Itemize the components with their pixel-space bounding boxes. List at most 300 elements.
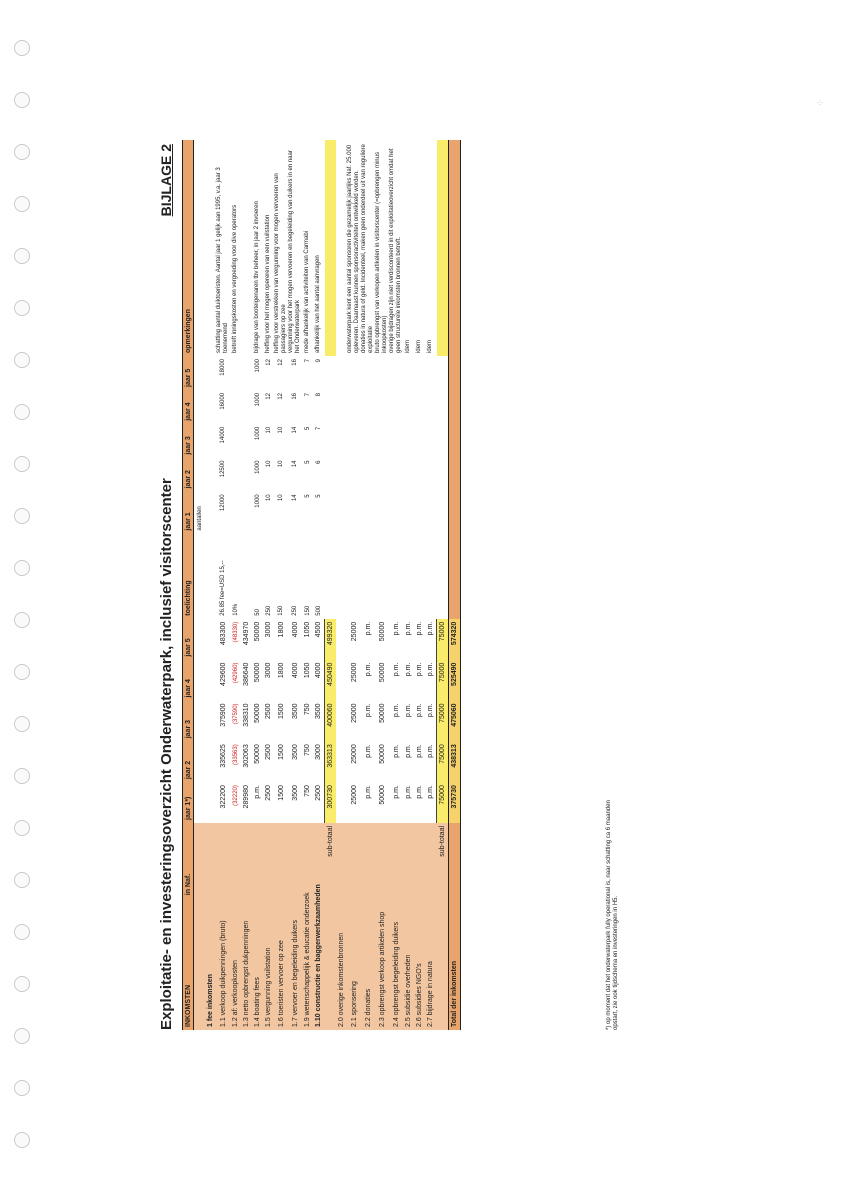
toelichting-cell: 26.85 fee=USD 15,-- bbox=[220, 560, 226, 616]
aantal-cell: 8 bbox=[315, 392, 322, 397]
toelichting-cell: 500 bbox=[315, 605, 322, 616]
row-label: 2.4 opbrengst begeleiding duikers bbox=[389, 823, 403, 1030]
aantal-cell: 14 bbox=[292, 426, 298, 434]
aantal-cell bbox=[449, 424, 461, 458]
year-value: 475060 bbox=[449, 700, 461, 741]
aantal-cell bbox=[389, 491, 403, 533]
year-value: 335625 bbox=[219, 744, 227, 768]
aantal-cell bbox=[230, 458, 241, 492]
page-title: Exploitatie- en investeringsoverzicht Onderwaterpark, inclusief visitorscenter bbox=[158, 478, 175, 1030]
row-label: sub-totaal bbox=[325, 823, 337, 1030]
year-value: 574320 bbox=[449, 619, 461, 660]
aantal-cell bbox=[414, 491, 425, 533]
aantal-cell bbox=[389, 390, 403, 424]
aantal-cell bbox=[437, 356, 449, 390]
year-value: 25000 bbox=[350, 703, 358, 723]
binder-hole bbox=[14, 716, 30, 732]
binder-hole bbox=[14, 456, 30, 472]
col-header: jaar 1 bbox=[183, 491, 194, 533]
aantal-cell: 5 bbox=[304, 494, 311, 498]
binder-holes bbox=[14, 40, 40, 1160]
table-row bbox=[288, 140, 302, 1030]
aantal-cell: 16000 bbox=[220, 392, 226, 410]
year-value: p.m. bbox=[427, 621, 434, 636]
col-header: INKOMSTEN bbox=[183, 898, 194, 1030]
aantal-cell bbox=[375, 491, 389, 533]
year-value: 338310 bbox=[243, 703, 250, 727]
year-value: 50000 bbox=[254, 703, 261, 723]
remark-cell: idem bbox=[427, 339, 434, 353]
aantal-cell: 12000 bbox=[220, 494, 226, 512]
table-row bbox=[313, 140, 325, 1030]
aantal-cell: 5 bbox=[304, 426, 311, 431]
year-value: 25000 bbox=[350, 785, 358, 805]
binder-hole bbox=[14, 352, 30, 368]
year-value: 75000 bbox=[437, 741, 449, 782]
remark-cell bbox=[325, 140, 337, 356]
aantal-cell bbox=[336, 458, 347, 492]
aantal-cell bbox=[241, 491, 252, 533]
remark-cell: idem bbox=[416, 339, 422, 353]
remark-cell: mede afhankelijk van activiteiten van Carmabi bbox=[304, 230, 310, 353]
year-value: 2500 bbox=[265, 744, 272, 760]
row-label: 1.6 toeristen vervoer op zee bbox=[274, 823, 288, 1030]
remark-cell: betreft inningskosten en vergoeding voor dive operators bbox=[232, 204, 238, 353]
year-value: 434970 bbox=[243, 621, 250, 646]
aantal-cell bbox=[205, 458, 216, 492]
row-label: 2.3 opbrengst verkoop artikelen shop bbox=[375, 823, 389, 1030]
binder-hole bbox=[14, 768, 30, 784]
year-value: 50000 bbox=[378, 744, 386, 764]
remark-cell bbox=[241, 140, 252, 356]
aantal-cell: 14 bbox=[292, 460, 298, 468]
table-header-row bbox=[183, 140, 194, 1030]
aantal-cell bbox=[361, 458, 375, 492]
row-label: 2.6 subsidies NGO's bbox=[414, 823, 425, 1030]
aantal-cell bbox=[205, 424, 216, 458]
toelichting-cell bbox=[437, 534, 449, 619]
table-body bbox=[205, 140, 461, 1030]
toelichting-cell bbox=[403, 534, 414, 619]
year-value: p.m. bbox=[405, 621, 412, 636]
aantal-cell bbox=[437, 458, 449, 492]
remark-cell: donaties in natura of geld. Incidenteel, maken geen onderdeel uit van reguliere exploitatie bbox=[361, 144, 374, 353]
year-value bbox=[205, 782, 216, 823]
aantal-cell bbox=[389, 458, 403, 492]
footnote bbox=[606, 800, 620, 1030]
aantal-cell bbox=[449, 390, 461, 424]
year-value: 75000 bbox=[437, 700, 449, 741]
col-header: opmerkingen bbox=[183, 140, 194, 356]
year-value: 400060 bbox=[325, 700, 337, 741]
row-label: 1.5 vergunning vuilstation bbox=[263, 823, 274, 1030]
year-value: 1500 bbox=[277, 785, 285, 801]
year-value: 525490 bbox=[449, 660, 461, 701]
aantal-cell bbox=[205, 491, 216, 533]
col-header: jaar 2 bbox=[183, 458, 194, 492]
year-value: p.m. bbox=[416, 785, 423, 799]
row-label: 2.0 overige inkomstenbronnen bbox=[336, 823, 347, 1030]
table-row bbox=[263, 140, 274, 1030]
year-value: p.m. bbox=[364, 744, 372, 758]
aantal-cell bbox=[230, 356, 241, 390]
year-value: 386640 bbox=[243, 662, 250, 686]
aantal-cell bbox=[230, 390, 241, 424]
aantal-cell bbox=[325, 390, 337, 424]
aantal-cell: 9 bbox=[315, 359, 322, 363]
aantal-cell: 7 bbox=[304, 392, 311, 397]
year-value: 50000 bbox=[254, 621, 261, 642]
aantal-cell: 18000 bbox=[220, 359, 226, 376]
year-value bbox=[205, 619, 216, 660]
aantal-cell: 7 bbox=[304, 359, 311, 363]
aantal-cell bbox=[425, 491, 437, 533]
toelichting-cell: 50 bbox=[254, 609, 261, 616]
col-header: jaar 3 bbox=[183, 424, 194, 458]
aantal-cell bbox=[241, 390, 252, 424]
aantal-cell bbox=[389, 356, 403, 390]
aantal-cell bbox=[361, 356, 375, 390]
year-value bbox=[205, 741, 216, 782]
year-value: 75000 bbox=[437, 782, 449, 823]
toelichting-cell: 250 bbox=[292, 605, 298, 616]
year-value: 3000 bbox=[315, 744, 322, 760]
aantal-cell bbox=[425, 390, 437, 424]
row-label: 1.3 netto opbrengst dukpenningen bbox=[241, 823, 252, 1030]
aantal-cell bbox=[361, 390, 375, 424]
binder-hole bbox=[14, 248, 30, 264]
year-value: 50000 bbox=[378, 785, 386, 805]
aantal-cell bbox=[347, 356, 361, 390]
row-label: 1.4 boating fees bbox=[252, 823, 263, 1030]
row-label: 2.5 subsidie overheden bbox=[403, 823, 414, 1030]
year-value: p.m. bbox=[416, 662, 423, 677]
year-value: 2500 bbox=[265, 785, 272, 801]
year-value: 1800 bbox=[277, 662, 285, 679]
year-value: p.m. bbox=[364, 621, 372, 636]
aantal-cell bbox=[437, 491, 449, 533]
toelichting-cell bbox=[241, 534, 252, 619]
year-value: p.m. bbox=[392, 662, 400, 677]
year-value: p.m. bbox=[427, 744, 434, 758]
binder-hole bbox=[14, 820, 30, 836]
col-header: in Naf. bbox=[183, 823, 194, 898]
remark-cell: heffing voor verstrekken van vergunning voor mogen vervoeren van passagiers op zee bbox=[274, 173, 287, 353]
col-header: jaar 1*) bbox=[183, 782, 194, 823]
aantal-cell bbox=[325, 356, 337, 390]
aantal-cell bbox=[336, 356, 347, 390]
year-value: 375900 bbox=[219, 703, 227, 727]
row-label: 1.1 verkoop duikpenningen (bruto) bbox=[216, 823, 230, 1030]
row-label: Total der inkomsten bbox=[449, 823, 461, 1030]
year-value: 302063 bbox=[243, 744, 250, 768]
table-row bbox=[361, 140, 375, 1030]
aantal-cell bbox=[241, 356, 252, 390]
year-value: p.m. bbox=[416, 703, 423, 718]
aantal-cell bbox=[241, 424, 252, 458]
year-value: p.m. bbox=[405, 662, 412, 677]
binder-hole bbox=[14, 1080, 30, 1096]
year-value: 3500 bbox=[315, 703, 322, 720]
table-row bbox=[216, 140, 230, 1030]
aantal-cell bbox=[336, 424, 347, 458]
year-value: 3500 bbox=[291, 785, 299, 801]
binder-hole bbox=[14, 924, 30, 940]
year-value: (33563) bbox=[232, 744, 239, 765]
year-value: 50000 bbox=[378, 662, 386, 683]
remark-cell: vergunning voor het mogen vervoeren en begeleiding van duikers in en naar het Onderwaterpark bbox=[288, 150, 301, 353]
aantal-cell: 6 bbox=[315, 460, 322, 464]
aantal-cell: 12 bbox=[265, 359, 272, 366]
binder-hole bbox=[14, 508, 30, 524]
year-value: 4000 bbox=[291, 662, 299, 679]
year-value: 363313 bbox=[325, 741, 337, 782]
row-label: 1.10 constructie en baggerwerkzaamheden bbox=[313, 823, 325, 1030]
aantal-cell: 10 bbox=[265, 426, 272, 434]
col-header: jaar 4 bbox=[183, 660, 194, 701]
aantal-cell: 12 bbox=[278, 359, 284, 366]
year-value: 3500 bbox=[291, 703, 299, 720]
col-header: jaar 3 bbox=[183, 700, 194, 741]
footnote-marker: *) bbox=[606, 1025, 612, 1030]
table-row bbox=[336, 140, 347, 1030]
aantal-cell bbox=[375, 356, 389, 390]
year-value: 300730 bbox=[325, 782, 337, 823]
row-label: 1.9 wetenschappelijk & educatie onderzoek bbox=[302, 823, 313, 1030]
row-label: 2.1 sponsering bbox=[347, 823, 361, 1030]
remark-cell: bruto opbrengst van verkopen artikelen in visitorscenter (=opbrengen minus inkoopkosten) bbox=[375, 152, 388, 353]
aantal-cell: 10 bbox=[265, 460, 272, 468]
table-row bbox=[302, 140, 313, 1030]
year-value: p.m. bbox=[364, 785, 372, 799]
aantal-cell bbox=[437, 390, 449, 424]
year-value bbox=[336, 619, 347, 660]
aantal-cell bbox=[375, 458, 389, 492]
year-value: 438313 bbox=[449, 741, 461, 782]
aantal-cell bbox=[403, 458, 414, 492]
aantal-cell bbox=[437, 424, 449, 458]
row-label: 1.2 af: verkoopkosten bbox=[230, 823, 241, 1030]
binder-hole bbox=[14, 144, 30, 160]
binder-hole bbox=[14, 872, 30, 888]
aantal-cell: 5 bbox=[315, 494, 322, 498]
aantal-cell bbox=[375, 424, 389, 458]
year-value: 2500 bbox=[315, 785, 322, 801]
aantal-cell bbox=[403, 491, 414, 533]
aantal-cell: 16 bbox=[292, 359, 298, 366]
remark-cell bbox=[205, 140, 216, 356]
aantal-cell bbox=[449, 491, 461, 533]
aantal-cell bbox=[449, 458, 461, 492]
aantal-cell: 7 bbox=[315, 426, 322, 431]
year-value: 750 bbox=[304, 703, 311, 716]
table-row bbox=[389, 140, 403, 1030]
remark-cell: schatting aantal duiktoeristen. Aantal jaar 1 gelijk aan 1995, v.a. jaar 3 toenemend bbox=[216, 167, 229, 353]
aantal-cell bbox=[347, 424, 361, 458]
year-value: 75000 bbox=[437, 660, 449, 701]
year-value: p.m. bbox=[427, 785, 434, 799]
aantal-cell: 10 bbox=[278, 460, 284, 468]
aantal-cell: 5 bbox=[304, 460, 311, 464]
aantal-cell bbox=[230, 424, 241, 458]
row-label: 1.7 vervoer en begeleiding duikers bbox=[288, 823, 302, 1030]
toelichting-cell bbox=[205, 534, 216, 619]
table-row bbox=[403, 140, 414, 1030]
table-row bbox=[347, 140, 361, 1030]
year-value: 1050 bbox=[304, 621, 311, 638]
table-row bbox=[414, 140, 425, 1030]
year-value: 750 bbox=[304, 744, 311, 756]
remark-cell: bijdrage van booteigenaren tbv beheer, in jaar 2 invoeren bbox=[254, 201, 260, 353]
year-value: (48330) bbox=[232, 621, 239, 643]
col-header: toelichting bbox=[183, 534, 194, 619]
year-value: 450490 bbox=[325, 660, 337, 701]
aantal-cell bbox=[414, 424, 425, 458]
year-value: p.m. bbox=[416, 621, 423, 636]
aantal-cell bbox=[230, 491, 241, 533]
year-value: 750 bbox=[304, 785, 311, 797]
year-value: p.m. bbox=[254, 785, 261, 799]
toelichting-cell bbox=[449, 534, 461, 619]
year-value: p.m. bbox=[405, 703, 412, 718]
year-value: 25000 bbox=[350, 744, 358, 764]
year-value: p.m. bbox=[392, 785, 400, 799]
year-value bbox=[336, 782, 347, 823]
aantal-cell: 1000 bbox=[254, 392, 261, 407]
aantal-cell bbox=[389, 424, 403, 458]
aantal-cell: 12500 bbox=[220, 460, 226, 478]
aantal-cell bbox=[241, 458, 252, 492]
year-value: 1050 bbox=[304, 662, 311, 679]
aantal-cell bbox=[205, 356, 216, 390]
aantal-cell: 1000 bbox=[254, 426, 261, 441]
row-label: 2.7 bijdrage in natura bbox=[425, 823, 437, 1030]
year-value: p.m. bbox=[427, 662, 434, 677]
aantal-cell: 10 bbox=[278, 494, 284, 502]
binder-hole bbox=[14, 1028, 30, 1044]
binder-hole bbox=[14, 560, 30, 576]
aantal-cell bbox=[403, 356, 414, 390]
year-value: p.m. bbox=[427, 703, 434, 718]
year-value: 2500 bbox=[265, 703, 272, 720]
toelichting-cell bbox=[336, 534, 347, 619]
year-value bbox=[336, 741, 347, 782]
year-value: 50000 bbox=[378, 621, 386, 642]
aantal-cell bbox=[325, 458, 337, 492]
year-value: p.m. bbox=[364, 703, 372, 718]
total-row bbox=[449, 140, 461, 1030]
aantal-cell: 1000 bbox=[254, 359, 261, 373]
year-value: 499320 bbox=[325, 619, 337, 660]
remark-cell: idem bbox=[405, 339, 411, 353]
rotated-sheet bbox=[158, 140, 619, 1040]
year-value: p.m. bbox=[392, 621, 400, 636]
year-value: (32220) bbox=[232, 785, 239, 806]
toelichting-cell bbox=[325, 534, 337, 619]
year-value: 289980 bbox=[243, 785, 250, 809]
aantal-cell bbox=[414, 458, 425, 492]
aantal-cell: 1000 bbox=[254, 460, 261, 474]
toelichting-cell bbox=[389, 534, 403, 619]
aantal-cell: 12 bbox=[278, 392, 284, 400]
table-row bbox=[230, 140, 241, 1030]
toelichting-cell: 250 bbox=[265, 605, 272, 616]
remark-cell: afhankelijk van het aantal aanvragen bbox=[315, 255, 322, 353]
binder-hole bbox=[14, 612, 30, 628]
year-value: p.m. bbox=[364, 662, 372, 677]
toelichting-cell: 150 bbox=[304, 605, 311, 616]
table-row bbox=[375, 140, 389, 1030]
year-value: 3000 bbox=[265, 662, 272, 679]
appendix-label: BIJLAGE 2 bbox=[158, 144, 174, 217]
year-value: 429600 bbox=[219, 662, 227, 686]
binder-hole bbox=[14, 92, 30, 108]
aantal-cell bbox=[347, 491, 361, 533]
col-header: jaar 5 bbox=[183, 356, 194, 390]
toelichting-cell bbox=[361, 534, 375, 619]
aantallen-row bbox=[194, 140, 206, 1030]
binder-hole bbox=[14, 1132, 30, 1148]
year-value: 50000 bbox=[254, 662, 261, 683]
year-value: 375730 bbox=[449, 782, 461, 823]
binder-hole bbox=[14, 404, 30, 420]
year-value: 25000 bbox=[350, 662, 358, 683]
toelichting-cell: 10% bbox=[232, 603, 239, 616]
aantal-cell bbox=[361, 424, 375, 458]
aantal-cell: 14 bbox=[292, 494, 298, 502]
year-value: 1500 bbox=[277, 703, 285, 720]
aantal-cell bbox=[347, 458, 361, 492]
aantal-cell bbox=[403, 424, 414, 458]
aantal-cell bbox=[414, 356, 425, 390]
remark-cell: overige bijdragen zijn niet verdisconteerd in dit exploitatieoverzicht omdat het geen structurele inkomsten bronnen betreft. bbox=[389, 148, 402, 353]
year-value bbox=[205, 700, 216, 741]
toelichting-cell bbox=[347, 534, 361, 619]
aantal-cell: 1000 bbox=[254, 494, 261, 508]
aantallen-label: aantallen bbox=[196, 506, 203, 531]
year-value: 3500 bbox=[291, 744, 299, 760]
year-value: p.m. bbox=[416, 744, 423, 758]
aantal-cell bbox=[325, 491, 337, 533]
aantal-cell: 14000 bbox=[220, 426, 226, 444]
aantal-cell bbox=[403, 390, 414, 424]
table-row bbox=[241, 140, 252, 1030]
binder-hole bbox=[14, 976, 30, 992]
aantal-cell bbox=[361, 491, 375, 533]
row-label: 2.2 donaties bbox=[361, 823, 375, 1030]
table-row bbox=[252, 140, 263, 1030]
aantal-cell bbox=[425, 424, 437, 458]
aantal-cell: 10 bbox=[265, 494, 272, 502]
binder-hole bbox=[14, 196, 30, 212]
year-value: 50000 bbox=[254, 744, 261, 764]
aantal-cell: 16 bbox=[292, 392, 298, 400]
year-value bbox=[336, 660, 347, 701]
year-value: 4500 bbox=[315, 621, 322, 638]
year-value: 1800 bbox=[277, 621, 285, 638]
year-value: 3000 bbox=[265, 621, 272, 638]
binder-hole bbox=[14, 664, 30, 680]
aantal-cell bbox=[449, 356, 461, 390]
year-value bbox=[205, 660, 216, 701]
aantal-cell bbox=[336, 491, 347, 533]
aantal-cell bbox=[375, 390, 389, 424]
year-value: p.m. bbox=[405, 785, 412, 799]
year-value: p.m. bbox=[392, 703, 400, 718]
toelichting-cell bbox=[425, 534, 437, 619]
binder-hole bbox=[14, 40, 30, 56]
aantal-cell bbox=[414, 390, 425, 424]
